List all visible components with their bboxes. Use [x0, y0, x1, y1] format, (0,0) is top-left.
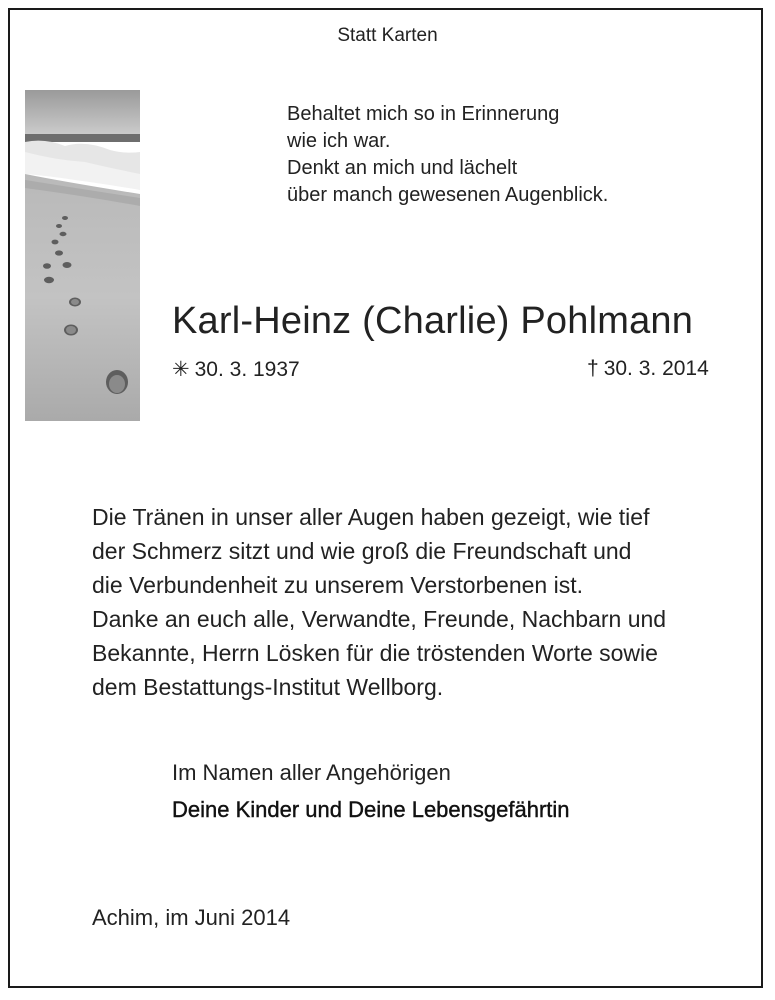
footprints-illustration	[25, 90, 140, 421]
body-line: dem Bestattungs-Institut Wellborg.	[92, 674, 444, 700]
place-and-date: Achim, im Juni 2014	[92, 905, 291, 930]
signature-intro: Im Namen aller Angehörigen	[172, 760, 451, 785]
thank-you-text	[92, 500, 666, 704]
body-line: Die Tränen in unser aller Augen haben gezeigt, wie tief	[92, 504, 650, 530]
body-line: Bekannte, Herrn Lösken für die tröstenden Worte sowie	[92, 640, 658, 666]
poem-line: Behaltet mich so in Erinnerung	[287, 103, 560, 125]
poem	[287, 101, 608, 209]
beach-footprints-photo	[25, 90, 140, 421]
death-date: 30. 3. 2014	[603, 357, 709, 380]
notice-header: Statt Karten	[337, 25, 438, 46]
birth-asterisk-icon: ✳	[172, 358, 190, 381]
birth-date-line	[172, 357, 300, 382]
body-line: Danke an euch alle, Verwandte, Freunde, Nachbarn und	[92, 606, 667, 632]
birth-date: 30. 3. 1937	[194, 358, 300, 381]
death-date-line	[587, 357, 709, 381]
poem-line: Denkt an mich und lächelt	[287, 157, 518, 179]
signature-names: Deine Kinder und Deine Lebensgefährtin	[172, 797, 570, 822]
deceased-name: Karl-Heinz (Charlie) Pohlmann	[172, 300, 694, 342]
death-cross-icon: †	[587, 357, 599, 380]
body-line: der Schmerz sitzt und wie groß die Freundschaft und	[92, 538, 632, 564]
poem-line: wie ich war.	[287, 130, 391, 152]
body-line: die Verbundenheit zu unserem Verstorbenen ist.	[92, 572, 583, 598]
poem-line: über manch gewesenen Augenblick.	[287, 184, 609, 206]
